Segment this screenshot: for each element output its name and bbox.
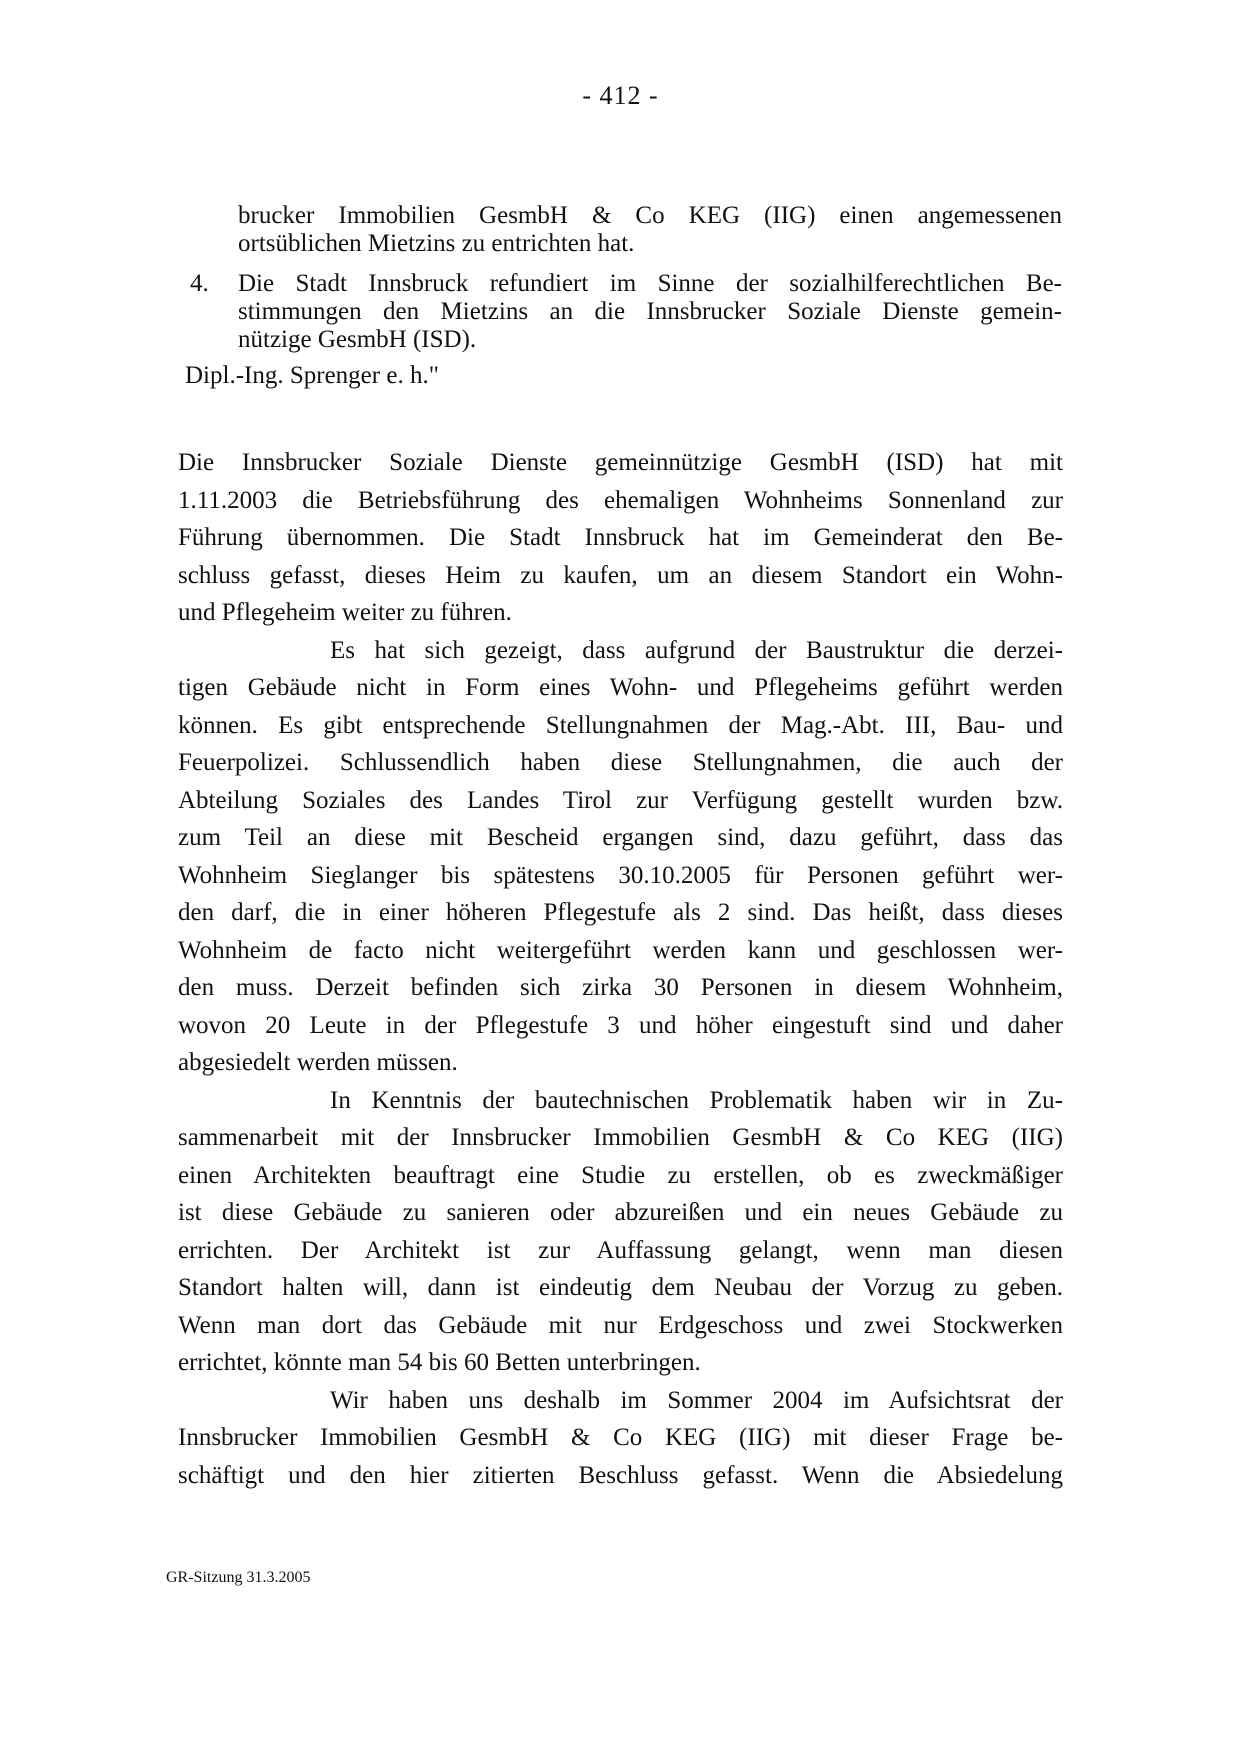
quote-list-item-4 — [190, 270, 1062, 354]
text-line: stimmungen den Mietzins an die Innsbrucker Soziale Dienste gemein- — [238, 298, 1062, 325]
paragraph — [178, 444, 1063, 632]
text-line: tigen Gebäude nicht in Form eines Wohn- und Pflegeheims geführt werden — [178, 674, 1063, 701]
text-line: abgesiedelt werden müssen. — [178, 1049, 458, 1076]
text-line: nützige GesmbH (ISD). — [238, 326, 477, 353]
quote-continuation-text — [238, 202, 1062, 258]
text-line: einen Architekten beauftragt eine Studie zu erstellen, ob es zweckmäßiger — [178, 1161, 1063, 1189]
text-line: schluss gefasst, dieses Heim zu kaufen, um an diesem Standort ein Wohn- — [178, 561, 1063, 589]
text-line: ist diese Gebäude zu sanieren oder abzureißen und ein neues Gebäude zu — [178, 1199, 1063, 1226]
text-line: 1.11.2003 die Betriebsführung des ehemaligen Wohnheims Sonnenland zur — [178, 486, 1063, 514]
text-line: Es hat sich gezeigt, dass aufgrund der Baustruktur die derzei- — [330, 636, 1063, 664]
text-line: können. Es gibt entsprechende Stellungnahmen der Mag.-Abt. III, Bau- und — [178, 711, 1063, 739]
text-line: Wir haben uns deshalb im Sommer 2004 im Aufsichtsrat der — [330, 1386, 1063, 1414]
paragraph — [178, 632, 1063, 1082]
text-line: Die Innsbrucker Soziale Dienste gemeinnützige GesmbH (ISD) hat mit — [178, 449, 1063, 476]
list-item-number: 4. — [190, 270, 209, 297]
paragraph — [178, 1082, 1063, 1382]
paragraph — [178, 1382, 1063, 1495]
text-line: den muss. Derzeit befinden sich zirka 30 Personen in diesem Wohnheim, — [178, 974, 1063, 1001]
text-line: Wohnheim Sieglanger bis spätestens 30.10.2005 für Personen geführt wer- — [178, 861, 1063, 889]
page-number: - 412 - — [582, 81, 659, 110]
text-line: schäftigt und den hier zitierten Beschluss gefasst. Wenn die Absiedelung — [178, 1461, 1063, 1489]
text-line: Standort halten will, dann ist eindeutig dem Neubau der Vorzug zu geben. — [178, 1274, 1063, 1301]
text-line: ortsüblichen Mietzins zu entrichten hat. — [238, 230, 635, 257]
text-line: Feuerpolizei. Schlussendlich haben diese Stellungnahmen, die auch der — [178, 749, 1063, 776]
text-line: Führung übernommen. Die Stadt Innsbruck hat im Gemeinderat den Be- — [178, 524, 1063, 551]
text-line: wovon 20 Leute in der Pflegestufe 3 und höher eingestuft sind und daher — [178, 1011, 1063, 1039]
footer-note: GR-Sitzung 31.3.2005 — [166, 1569, 311, 1586]
text-line: zum Teil an diese mit Bescheid ergangen sind, dazu geführt, dass das — [178, 824, 1063, 851]
text-line: Wohnheim de facto nicht weitergeführt werden kann und geschlossen wer- — [178, 936, 1063, 964]
text-line: Wenn man dort das Gebäude mit nur Erdgeschoss und zwei Stockwerken — [178, 1311, 1063, 1339]
list-item-text — [238, 270, 1062, 354]
text-line: errichtet, könnte man 54 bis 60 Betten unterbringen. — [178, 1349, 701, 1376]
signature-line: Dipl.-Ing. Sprenger e. h." — [185, 362, 439, 389]
text-line: Abteilung Soziales des Landes Tirol zur Verfügung gestellt wurden bzw. — [178, 786, 1063, 814]
text-line: Die Stadt Innsbruck refundiert im Sinne der sozialhilferechtlichen Be- — [238, 270, 1062, 297]
text-line: In Kenntnis der bautechnischen Problematik haben wir in Zu- — [330, 1086, 1063, 1114]
text-line: den darf, die in einer höheren Pflegestufe als 2 sind. Das heißt, dass dieses — [178, 899, 1063, 926]
body-text — [178, 444, 1063, 1494]
text-line: und Pflegeheim weiter zu führen. — [178, 599, 512, 626]
text-line: brucker Immobilien GesmbH & Co KEG (IIG) einen angemessenen — [238, 202, 1062, 229]
text-line: sammenarbeit mit der Innsbrucker Immobilien GesmbH & Co KEG (IIG) — [178, 1124, 1063, 1151]
text-line: Innsbrucker Immobilien GesmbH & Co KEG (IIG) mit dieser Frage be- — [178, 1424, 1063, 1451]
text-line: errichten. Der Architekt ist zur Auffassung gelangt, wenn man diesen — [178, 1236, 1063, 1264]
